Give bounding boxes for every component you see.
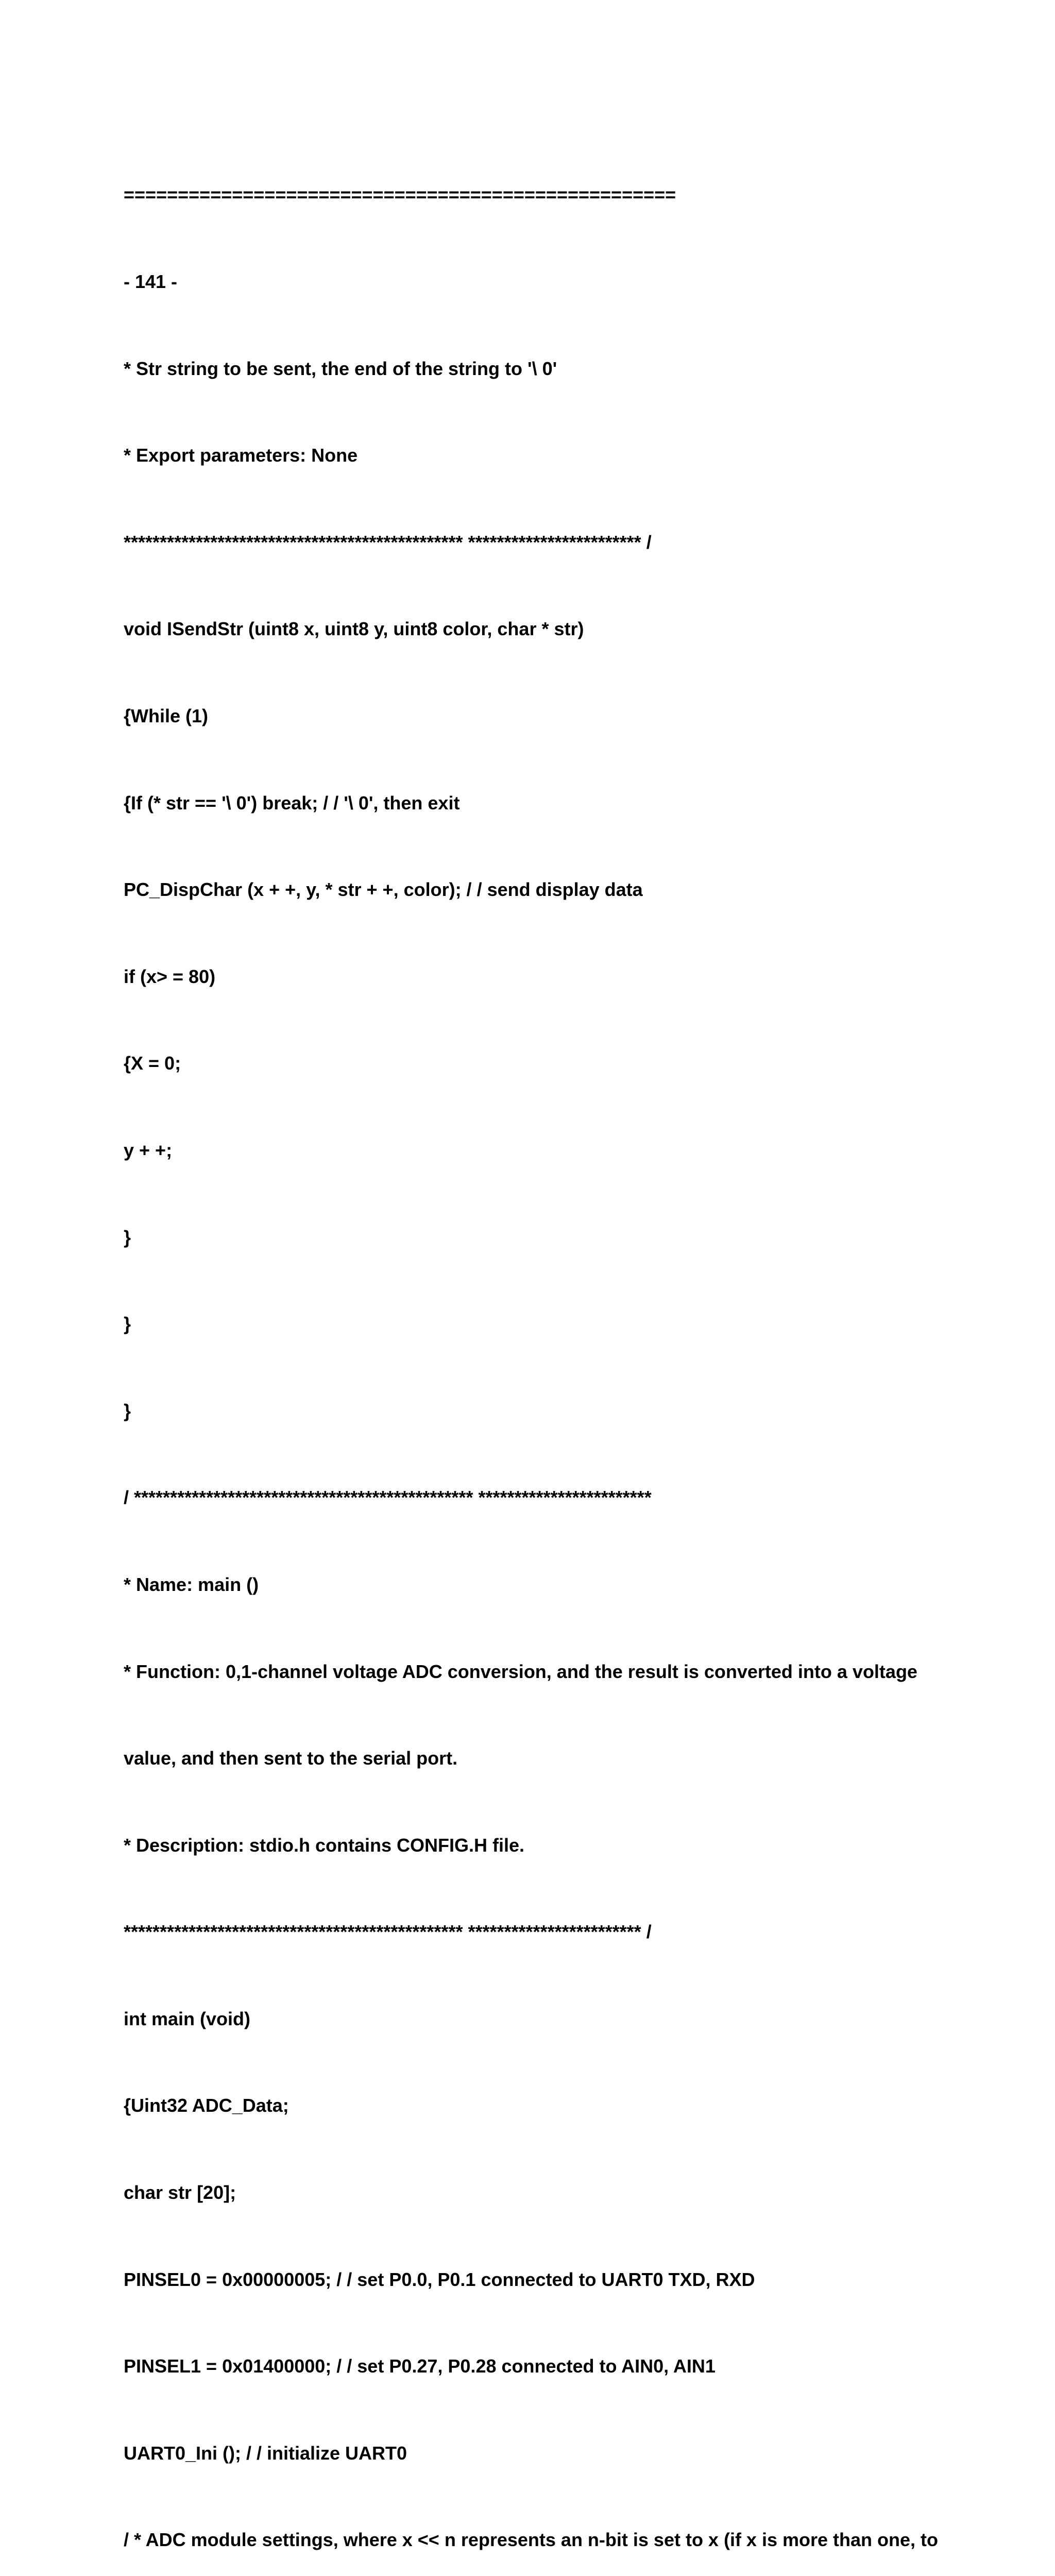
text-line: * Export parameters: None bbox=[124, 445, 358, 466]
text-line: y + +; bbox=[124, 1139, 173, 1161]
text-line: void ISendStr (uint8 x, uint8 y, uint8 color, char * str) bbox=[124, 618, 584, 640]
page-number: - 141 - bbox=[124, 271, 178, 292]
comment-border-line: *********************************************** ************************ / bbox=[124, 1921, 652, 1943]
text-line: PINSEL1 = 0x01400000; / / set P0.27, P0.28 connected to AIN0, AIN1 bbox=[124, 2355, 716, 2377]
text-line: } bbox=[124, 1313, 131, 1335]
text-line: / * ADC module settings, where x << n represents an n-bit is set to x (if x is more than one, to bbox=[124, 2529, 938, 2551]
text-line: PC_DispChar (x + +, y, * str + +, color); / / send display data bbox=[124, 879, 643, 901]
text-line: if (x> = 80) bbox=[124, 965, 216, 987]
text-line: {X = 0; bbox=[124, 1053, 181, 1074]
separator-line: =================================================== bbox=[124, 184, 676, 206]
text-line: * Description: stdio.h contains CONFIG.H file. bbox=[124, 1834, 525, 1856]
text-line: {If (* str == '\ 0') break; / / '\ 0', then exit bbox=[124, 792, 460, 814]
text-line: UART0_Ini (); / / initialize UART0 bbox=[124, 2442, 407, 2464]
text-line: value, and then sent to the serial port. bbox=[124, 1748, 458, 1769]
code-text-block bbox=[124, 123, 948, 2576]
text-line: {Uint32 ADC_Data; bbox=[124, 2095, 289, 2116]
text-line: * Name: main () bbox=[124, 1573, 259, 1595]
comment-border-line: *********************************************** ************************ / bbox=[124, 531, 652, 553]
text-line: * Function: 0,1-channel voltage ADC conversion, and the result is converted into a voltage bbox=[124, 1660, 917, 1682]
text-line: * Str string to be sent, the end of the string to '\ 0' bbox=[124, 358, 557, 379]
text-line: } bbox=[124, 1226, 131, 1248]
text-line: {While (1) bbox=[124, 705, 209, 726]
comment-border-line: / *********************************************** ************************ bbox=[124, 1487, 652, 1509]
text-line: char str [20]; bbox=[124, 2182, 236, 2204]
text-line: PINSEL0 = 0x00000005; / / set P0.0, P0.1 connected to UART0 TXD, RXD bbox=[124, 2268, 755, 2290]
text-line: int main (void) bbox=[124, 2008, 250, 2029]
text-line: } bbox=[124, 1400, 131, 1421]
